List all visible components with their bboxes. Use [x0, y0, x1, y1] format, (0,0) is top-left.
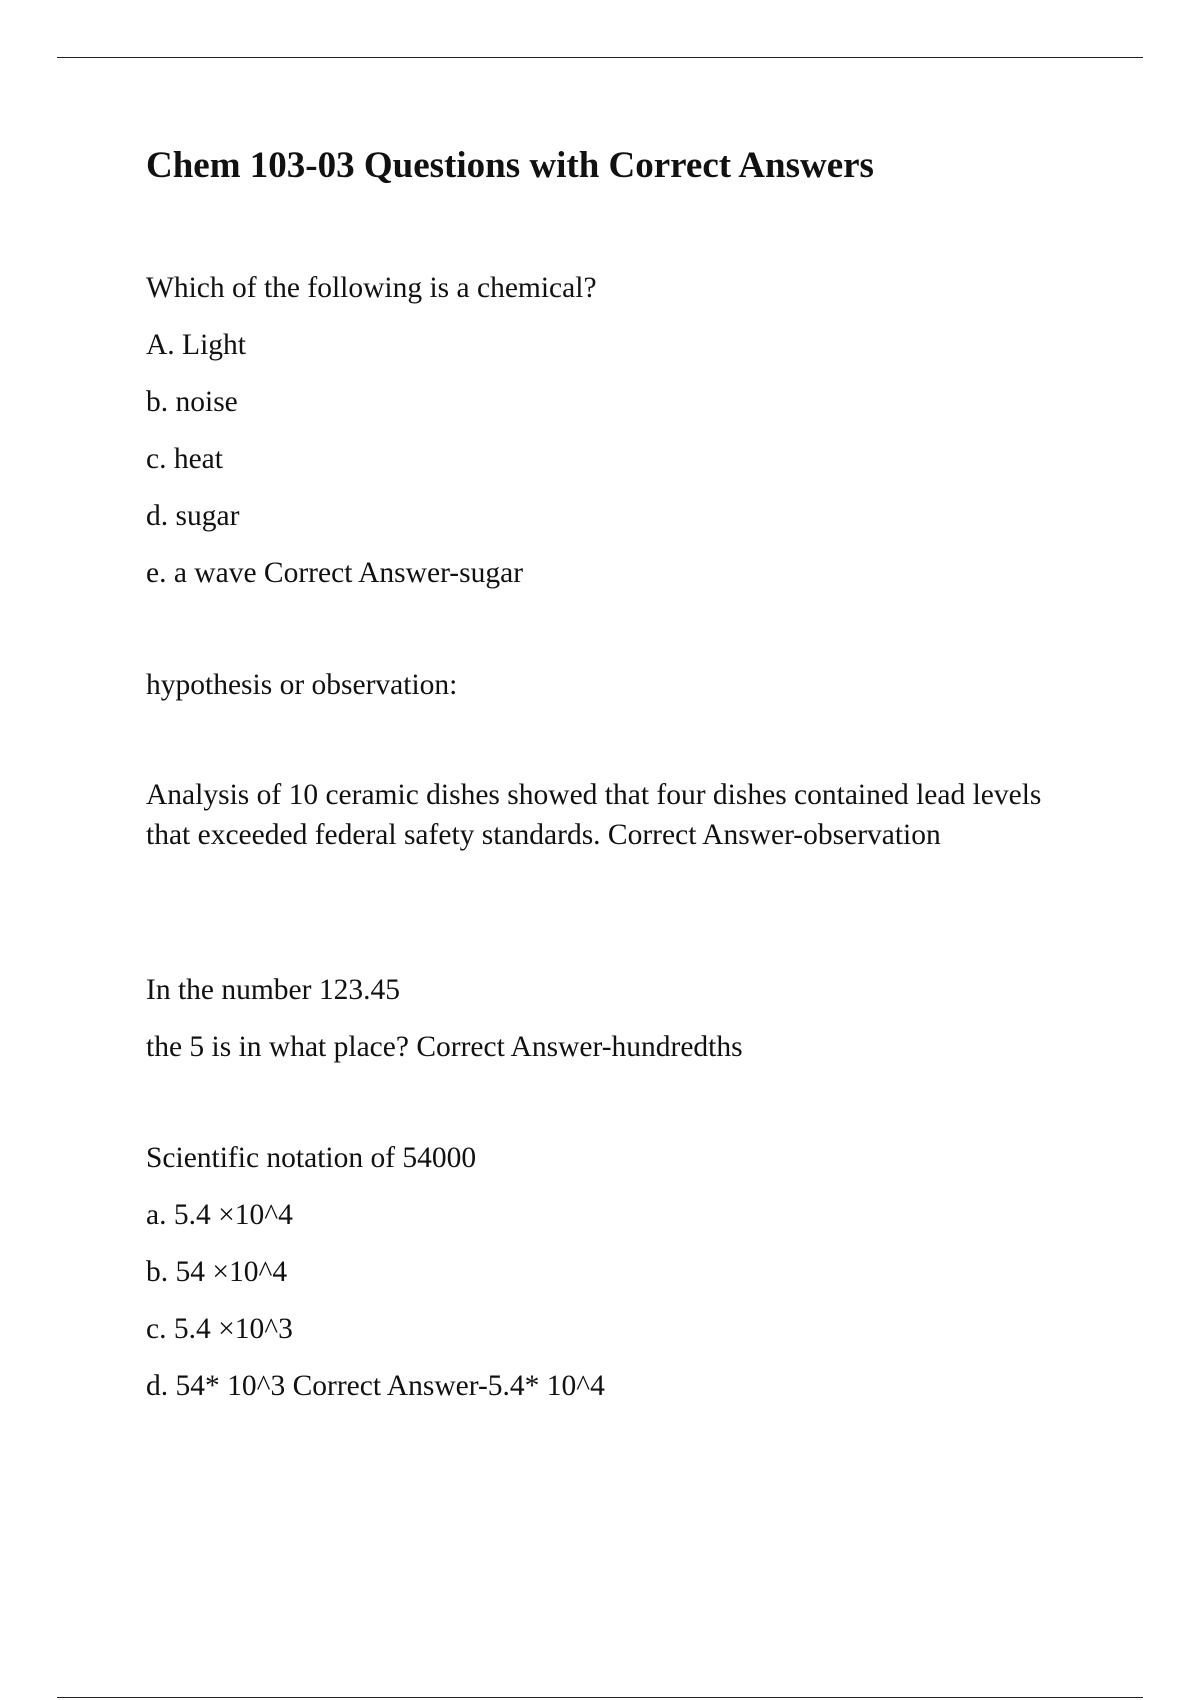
question-1-option-e: e. a wave Correct Answer-sugar: [146, 557, 524, 589]
question-3-prompt-line-2: the 5 is in what place? Correct Answer-hundredths: [146, 1031, 743, 1063]
question-3-prompt-line-1: In the number 123.45: [146, 974, 400, 1006]
question-4-prompt: Scientific notation of 54000: [146, 1142, 477, 1174]
question-4-option-a: a. 5.4 ×10^4: [146, 1199, 293, 1231]
question-1-prompt: Which of the following is a chemical?: [146, 272, 597, 304]
bottom-rule: [57, 1697, 1143, 1698]
question-1-option-c: c. heat: [146, 443, 223, 475]
question-2-prompt: hypothesis or observation:: [146, 669, 458, 701]
question-1-option-a: A. Light: [146, 329, 246, 361]
top-rule: [57, 57, 1143, 58]
question-4-option-d: d. 54* 10^3 Correct Answer-5.4* 10^4: [146, 1370, 605, 1402]
question-4-option-c: c. 5.4 ×10^3: [146, 1313, 293, 1345]
document-title: Chem 103-03 Questions with Correct Answers: [146, 145, 874, 186]
question-2-body: Analysis of 10 ceramic dishes showed that four dishes contained lead levels that exceeded federal safety standards. Correct Answer-observation: [146, 779, 1042, 851]
question-4-option-b: b. 54 ×10^4: [146, 1256, 288, 1288]
question-1-option-b: b. noise: [146, 386, 238, 418]
question-1-option-d: d. sugar: [146, 500, 240, 532]
